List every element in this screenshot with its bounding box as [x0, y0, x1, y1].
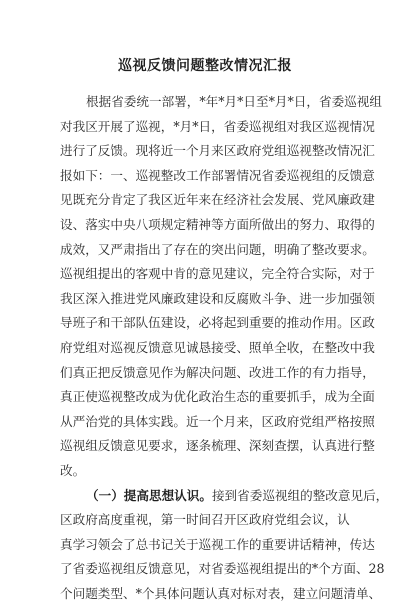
text-line: 们真正把反馈意见作为解决问题、改进工作的有力指导， — [60, 361, 350, 386]
text-line: 报如下：一、巡视整改工作部署情况省委巡视组的反馈意 — [60, 164, 350, 189]
text-line: 真正使巡视整改成为优化政治生态的重要抓手，成为全面 — [60, 385, 350, 410]
text-line: 改。 — [60, 459, 350, 484]
text-line: 巡视组反馈意见要求，逐条梳理、深刻查摆，认真进行整 — [60, 434, 350, 459]
text-line: 设、落实中央八项规定精神等方面所做出的努力、取得的 — [60, 213, 350, 238]
text-line: 巡视组提出的客观中肯的意见建议，完全符合实际，对于 — [60, 262, 350, 287]
text-fragment: 接到省委巡视组的整改意见后， — [212, 488, 388, 503]
text-line: 区政府高度重视，第一时间召开区政府党组会议，认 — [60, 508, 350, 533]
document-title: 巡视反馈问题整改情况汇报 — [60, 56, 350, 76]
text-line: 从严治党的具体实践。近一个月来，区政府党组严格按照 — [60, 410, 350, 435]
body-paragraph-2 — [60, 484, 350, 606]
text-line: 对我区开展了巡视，*月*日，省委巡视组对我区巡视情况 — [60, 115, 350, 140]
text-line: 府党组对巡视反馈意见诚恳接受、照单全收，在整改中我 — [60, 336, 350, 361]
body-paragraph-1 — [60, 90, 350, 484]
text-line: 我区深入推进党风廉政建设和反腐败斗争、进一步加强领 — [60, 287, 350, 312]
text-line: 成效，又严肃指出了存在的突出问题，明确了整改要求。 — [60, 238, 350, 263]
text-line: 真学习领会了总书记关于巡视工作的重要讲话精神，传达 — [60, 533, 350, 558]
text-line: 导班子和干部队伍建设，必将起到重要的推动作用。区政 — [60, 311, 350, 336]
text-line: 根据省委统一部署，*年*月*日至*月*日，省委巡视组 — [60, 90, 350, 115]
text-line: 了省委巡视组反馈意见，对省委巡视组提出的*个方面、28 — [60, 557, 350, 582]
section-heading: （一）提高思想认识。 — [86, 488, 212, 503]
text-line — [60, 484, 350, 509]
text-line: 进行了反馈。现将近一个月来区政府党组巡视整改情况汇 — [60, 139, 350, 164]
text-line: 见既充分肯定了我区近年来在经济社会发展、党风廉政建 — [60, 188, 350, 213]
text-line: 个问题类型、*个具体问题认真对标对表，建立问题清单、 — [60, 582, 350, 606]
